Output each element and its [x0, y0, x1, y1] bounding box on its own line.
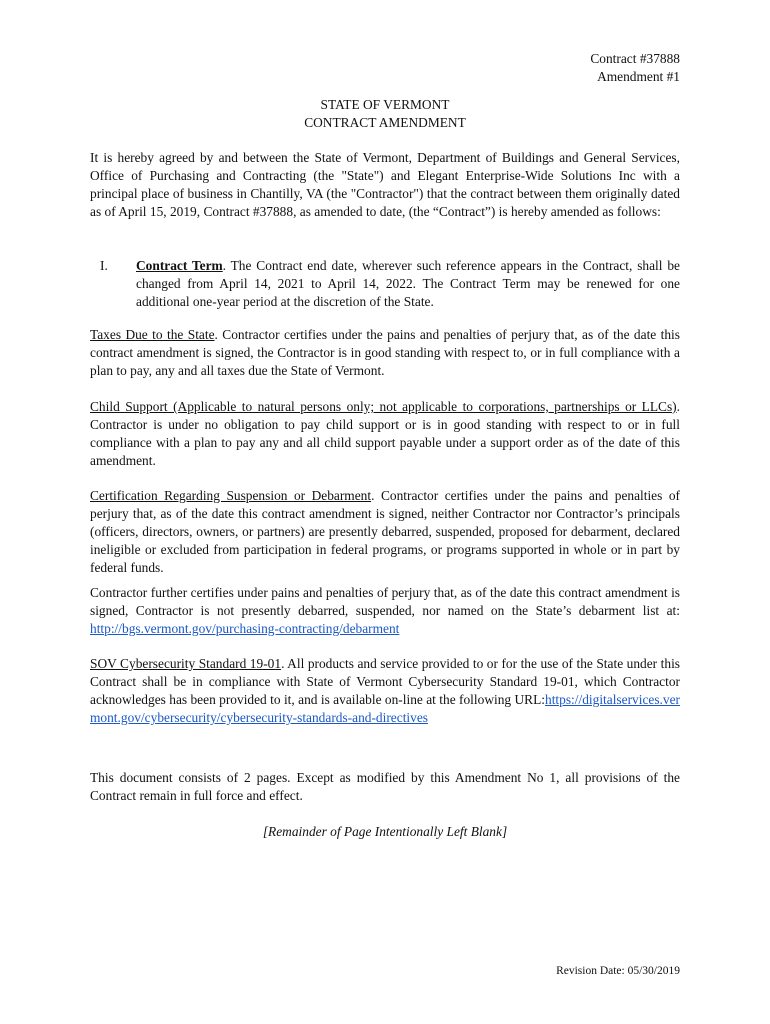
remainder-note: [Remainder of Page Intentionally Left Blank]: [262, 824, 508, 839]
cybersecurity-link[interactable]: https://digitalservices.vermont.gov/cybersecurity/cybersecurity-standards-and-directives: [90, 692, 680, 725]
intro-paragraph: It is hereby agreed by and between the State of Vermont, Department of Buildings and General Services, Office of Purchasing and Contracting (the "State") and Elegant Enterprise-Wide Solutions Inc with a principal place of business in Chantilly, VA (the "Contractor") that the contract between them originally dated as of April 15, 2019, Contract #37888, as amended to date, (the “Contract”) is hereby amended as follows:: [90, 150, 680, 219]
certification-text: . Contractor certifies under the pains and penalties of perjury that, as of the date this contract amendment is signed, neither Contractor nor Contractor’s principals (officers, directors, owners, or partners) are presently debarred, suspended, proposed for debarment, declared ineligible or excluded from participation in federal programs, or programs supported in whole or in part by federal funds.: [90, 488, 680, 575]
title-line1: STATE OF VERMONT: [320, 97, 450, 112]
debarment-link[interactable]: http://bgs.vermont.gov/purchasing-contracting/debarment: [90, 621, 400, 636]
cybersecurity-heading: SOV Cybersecurity Standard 19-01: [90, 656, 282, 671]
amendment-number: Amendment #1: [597, 69, 680, 84]
certification-heading: Certification Regarding Suspension or Debarment: [90, 488, 372, 503]
taxes-text: . Contractor certifies under the pains and penalties of perjury that, as of the date this contract amendment is signed, the Contractor is in good standing with respect to, or in full compliance with a plan to pay, any and all taxes due the State of Vermont.: [90, 327, 680, 378]
child-support-paragraph: [90, 398, 680, 470]
item-number: I.: [100, 258, 108, 273]
title-line2: CONTRACT AMENDMENT: [304, 115, 466, 130]
item-text: . The Contract end date, wherever such reference appears in the Contract, shall be changed from April 14, 2021 to April 14, 2022. The Contract Term may be renewed for one additional one-year period at the discretion of the State.: [136, 258, 680, 309]
taxes-paragraph: [90, 326, 680, 380]
child-support-heading: Child Support (Applicable to natural persons only; not applicable to corporations, partnerships or LLCs): [90, 399, 677, 414]
closing-paragraph: This document consists of 2 pages. Except as modified by this Amendment No 1, all provisions of the Contract remain in full force and effect.: [90, 770, 680, 803]
document-title: [90, 96, 680, 132]
header-block: [590, 50, 680, 86]
contract-number: Contract #37888: [590, 51, 680, 66]
item-heading: Contract Term: [136, 258, 223, 273]
further-text: Contractor further certifies under pains and penalties of perjury that, as of the date this contract amendment is signed, Contractor is not presently debarred, suspended, nor named on the State’s debarment list at:: [90, 585, 680, 618]
further-paragraph: [90, 584, 680, 638]
revision-date: Revision Date: 05/30/2019: [556, 965, 680, 977]
certification-paragraph: [90, 487, 680, 577]
item-contract-term: [90, 257, 680, 311]
cybersecurity-paragraph: [90, 655, 680, 727]
cybersecurity-text: . All products and service provided to or for the use of the State under this Contract shall be in compliance with State of Vermont Cybersecurity Standard 19-01, which Contractor acknowledges has been provided to it, and is available on-line at the following URL:: [90, 656, 681, 707]
child-support-text: . Contractor is under no obligation to pay child support or is in good standing with respect to or in full compliance with a plan to pay any and all child support payable under a support order as of the date of this amendment.: [90, 399, 680, 468]
taxes-heading: Taxes Due to the State: [90, 327, 215, 342]
